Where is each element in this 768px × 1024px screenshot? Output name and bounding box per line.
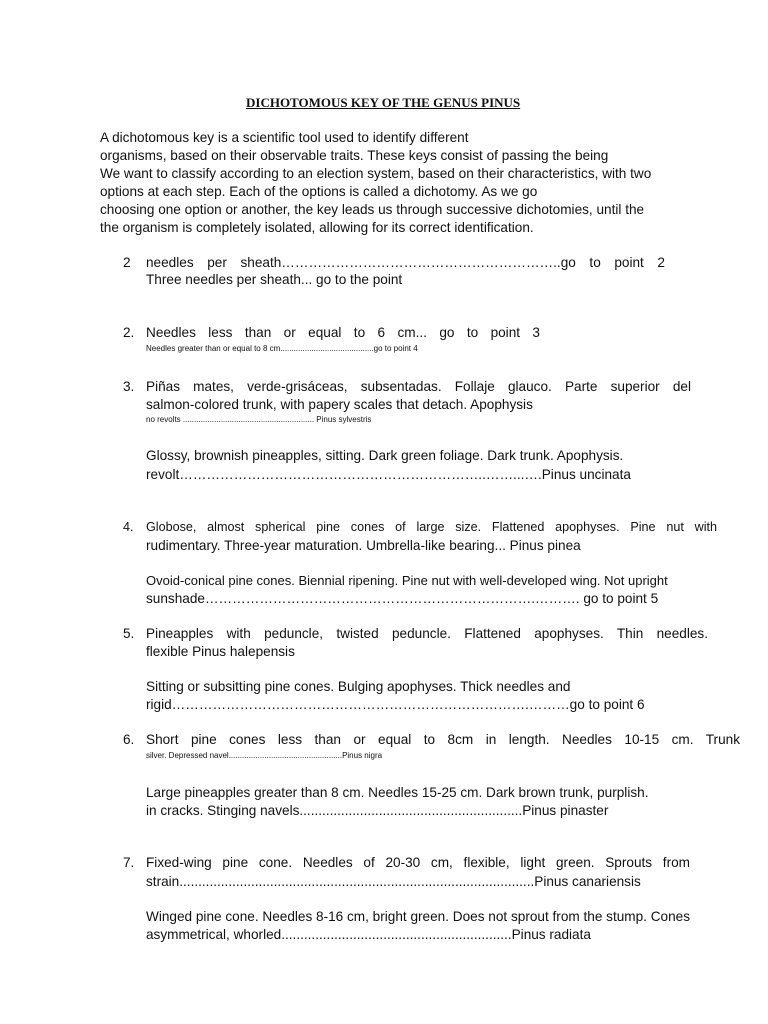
key-option-text: rudimentary. Three-year maturation. Umbrella-like bearing... Pinus pinea xyxy=(146,538,581,553)
intro-line: We want to classify according to an election system, based on their characteristics, with two xyxy=(100,166,652,181)
intro-line: choosing one option or another, the key leads us through successive dichotomies, until the xyxy=(100,202,645,217)
key-option-text: Needles less than or equal to 6 cm... go to point 3 xyxy=(146,325,540,340)
key-option-text: rigid…………………………………………………………………….………go to point 6 xyxy=(146,697,645,712)
key-option-text: Ovoid-conical pine cones. Biennial ripening. Pine nut with well-developed wing. Not upright xyxy=(146,573,668,588)
document-title: DICHOTOMOUS KEY OF THE GENUS PINUS xyxy=(246,95,521,110)
key-option-note: silver. Depressed navel...................................................Pinus nigra xyxy=(146,751,383,760)
key-option-text: Three needles per sheath... go to the point xyxy=(146,272,403,287)
key-option-text: Fixed-wing pine cone. Needles of 20-30 cm, flexible, light green. Sprouts from xyxy=(146,855,690,870)
key-option-text: Large pineapples greater than 8 cm. Needles 15-25 cm. Dark brown trunk, purplish. xyxy=(146,785,649,800)
key-item-number: 4. xyxy=(123,520,134,534)
key-option-text: Winged pine cone. Needles 8-16 cm, bright green. Does not sprout from the stump. Cones xyxy=(146,909,691,924)
key-option-text: flexible Pinus halepensis xyxy=(146,644,295,659)
key-option-note: no revolts ........................................................... Pinus sylvestris xyxy=(146,415,372,424)
key-option-text: in cracks. Stinging navels...........................................................Pinus pinaster xyxy=(146,803,609,818)
intro-line: the organism is completely isolated, allowing for its correct identification. xyxy=(100,220,534,235)
key-item-number: 3. xyxy=(123,379,135,394)
key-option-note: Needles greater than or equal to 8 cm..........................................go to point 4 xyxy=(146,344,418,353)
key-option-text: needles per sheath……………………………………………………..go to point 2 xyxy=(146,255,665,270)
key-option-text: salmon-colored trunk, with papery scales that detach. Apophysis xyxy=(146,397,533,412)
intro-line: A dichotomous key is a scientific tool used to identify different xyxy=(100,130,469,145)
key-item-number: 2. xyxy=(123,325,135,340)
key-option-text: Piñas mates, verde-grisáceas, subsentadas. Follaje glauco. Parte superior del xyxy=(146,379,691,394)
key-option-text: asymmetrical, whorled.............................................................Pinus radiata xyxy=(146,927,591,942)
key-option-text: Glossy, brownish pineapples, sitting. Dark green foliage. Dark trunk. Apophysis. xyxy=(146,448,624,463)
key-item-number: 7. xyxy=(123,855,135,870)
key-option-text: strain..............................................................................................Pinus canariensis xyxy=(146,874,641,889)
key-option-text: Pineapples with peduncle, twisted peduncle. Flattened apophyses. Thin needles. xyxy=(146,626,708,641)
intro-line: options at each step. Each of the options is called a dichotomy. As we go xyxy=(100,184,538,199)
key-option-text: Sitting or subsitting pine cones. Bulging apophyses. Thick needles and xyxy=(146,679,571,694)
intro-line: organisms, based on their observable traits. These keys consist of passing the being xyxy=(100,148,609,163)
intro-paragraph xyxy=(100,129,700,237)
key-option-text: sunshade……………………………………………………………….………. go to point 5 xyxy=(146,591,659,606)
key-option-text: Globose, almost spherical pine cones of large size. Flattened apophyses. Pine nut with xyxy=(146,520,717,534)
key-option-text: revolt…………………………………………………………..……...….Pinus uncinata xyxy=(146,467,631,482)
key-item-number: 5. xyxy=(123,626,135,641)
key-item-number: 6. xyxy=(123,732,135,747)
key-item-number: 2 xyxy=(123,255,131,270)
key-option-text: Short pine cones less than or equal to 8cm in length. Needles 10-15 cm. Trunk xyxy=(146,732,740,747)
